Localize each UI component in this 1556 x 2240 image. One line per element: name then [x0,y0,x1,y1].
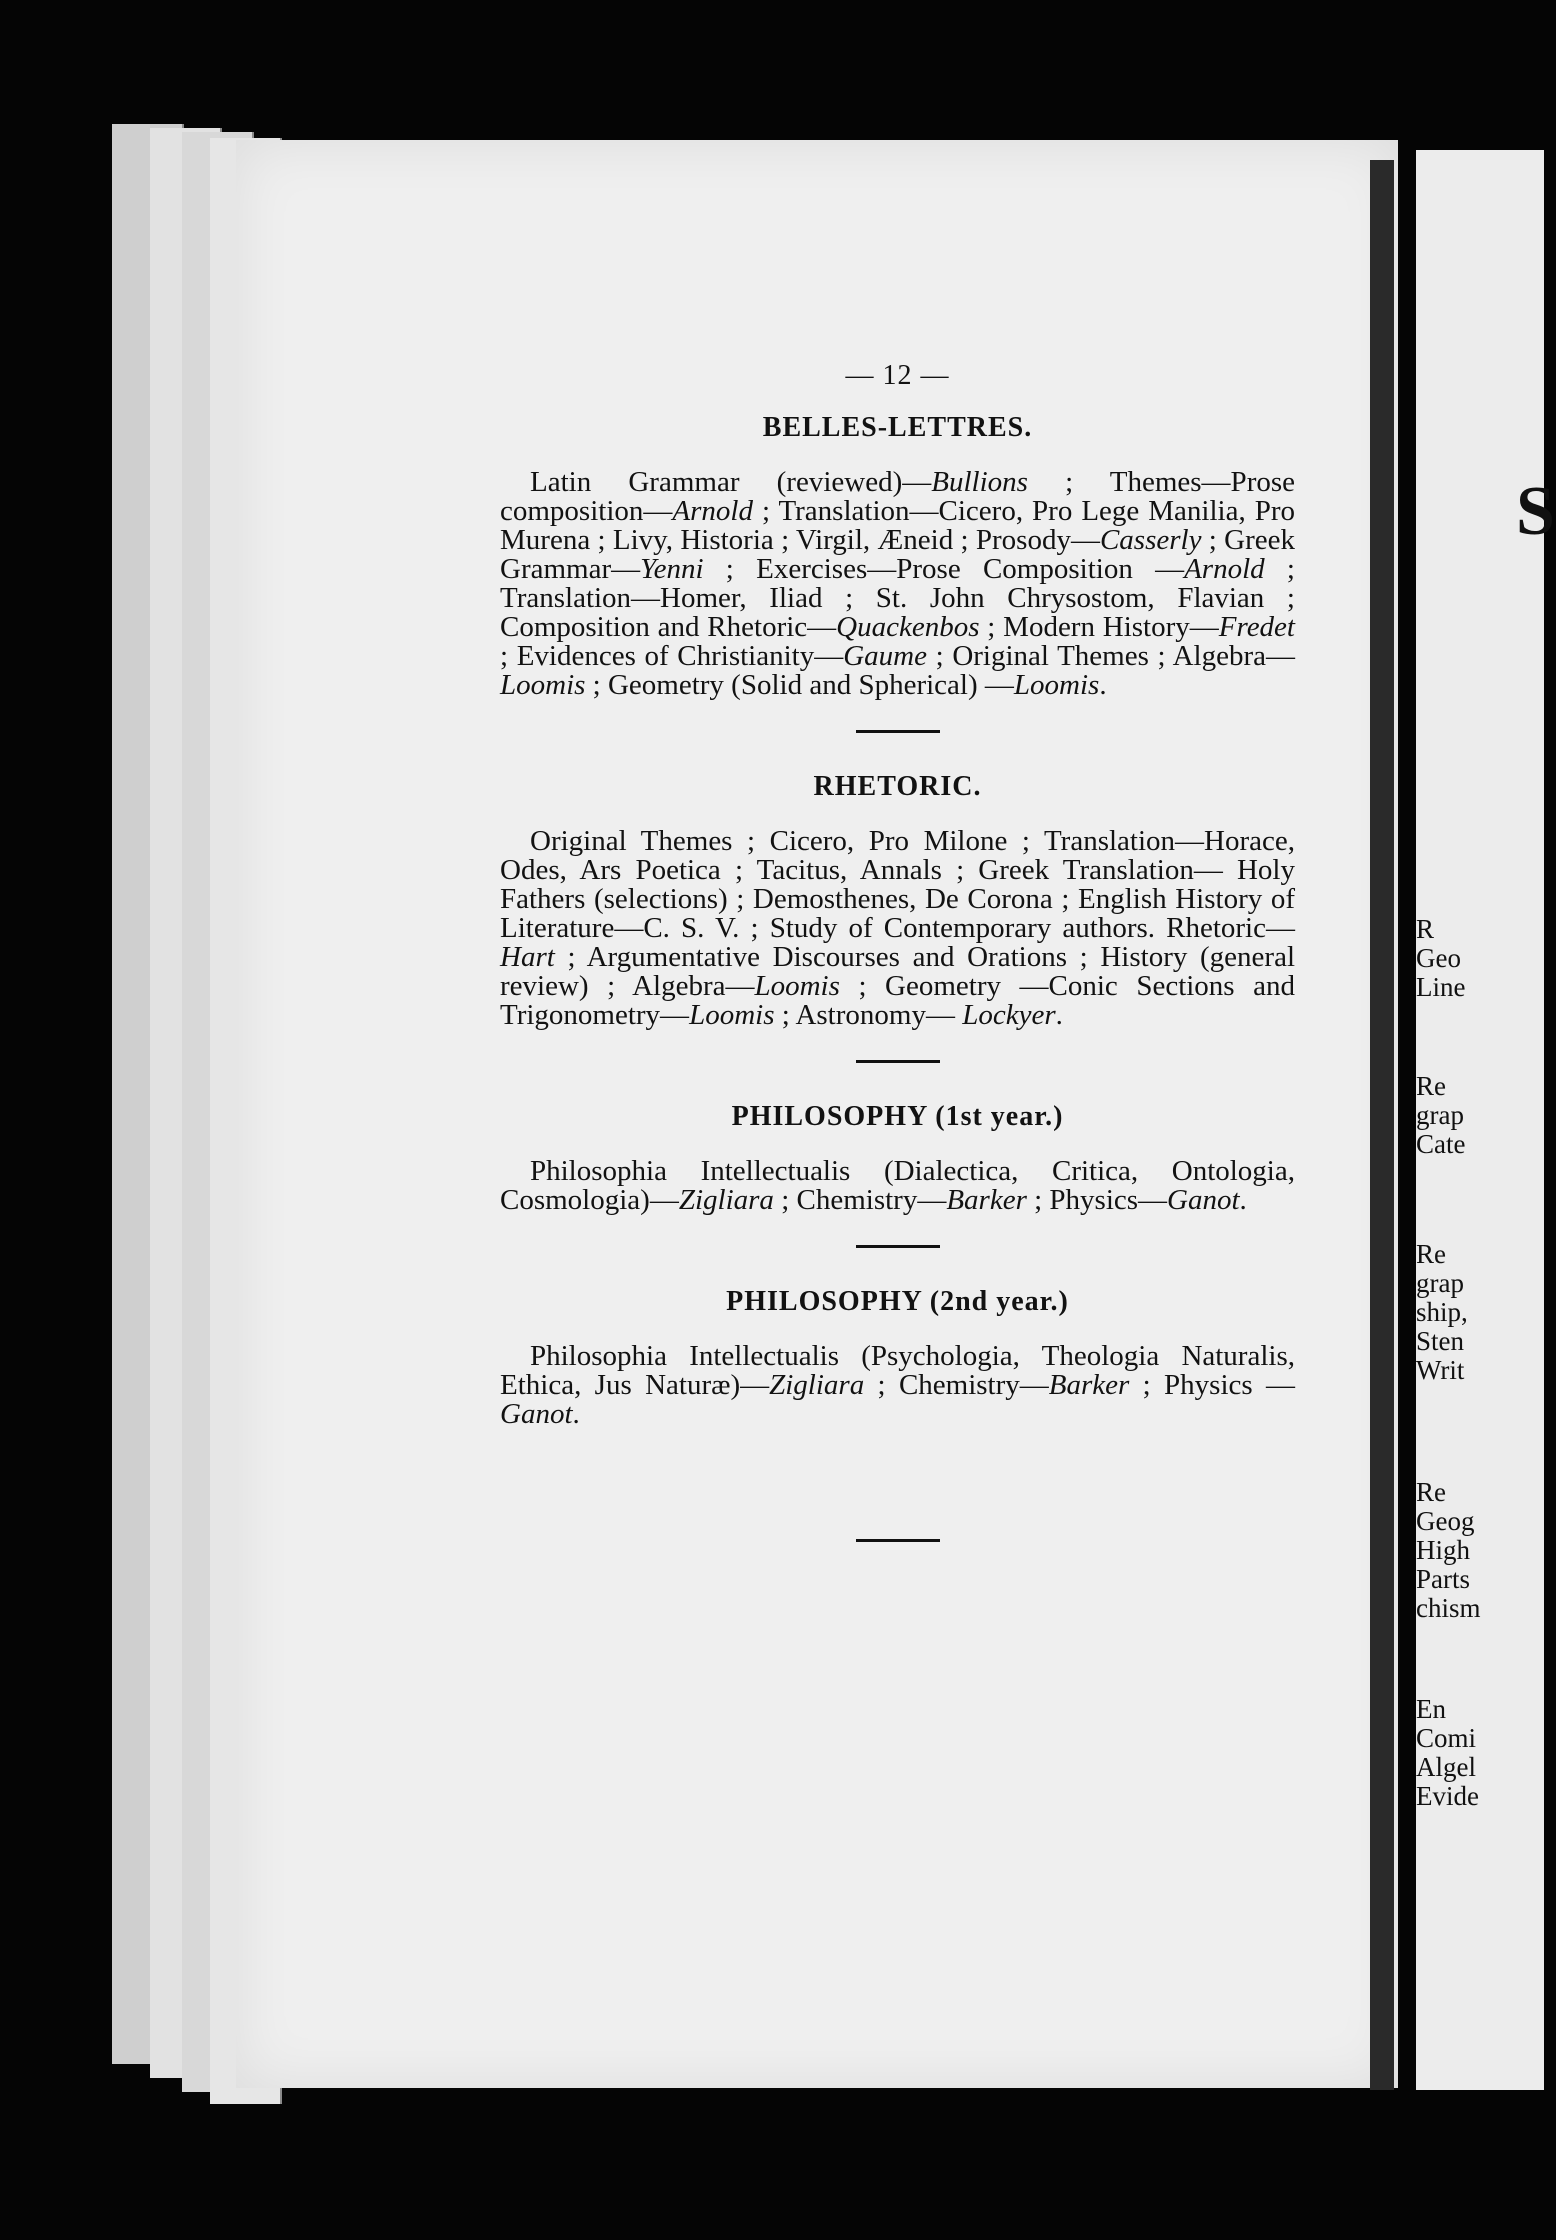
section-heading-rhetoric: RHETORIC. [813,771,982,802]
facing-page-fragment: Algel [1416,1752,1476,1782]
facing-page-fragment: Evide [1416,1781,1479,1811]
facing-page-fragment: grap [1416,1268,1464,1298]
book-gutter [1370,160,1394,2090]
facing-page-fragment: Re [1416,1071,1446,1101]
facing-page-fragment: chism [1416,1593,1481,1623]
section-text-philosophy-2nd-year: Philosophia Intellectualis (Psychologia, Theologia Naturalis, Ethica, Jus Naturæ)—Zigliara ; Chemistry—Barker ; Physics —Ganot. [500,1340,1296,1430]
facing-page-fragment: Comi [1416,1723,1477,1753]
section-text-philosophy-1st-year: Philosophia Intellectualis (Dialectica, Critica, Ontologia, Cosmologia)—Zigliara ; Chemistry—Barker ; Physics—Ganot. [500,1155,1295,1216]
page-number: — 12 — [845,360,950,391]
section-text-rhetoric: Original Themes ; Cicero, Pro Milone ; Translation—Horace, Odes, Ars Poetica ; Tacitus, Annals ; Greek Translation— Holy Fathers (selections) ; Demosthenes, De Corona ; English History of Literature—C. S. V. ; Study of Contemporary authors. Rhetoric—Hart ; Argumentative Discourses and Orations ; History (general review) ; Algebra—Loomis ; Geometry —Conic Sections and Trigonometry—Loomis ; Astronomy— Lockyer. [500,825,1295,1031]
section-divider [856,1245,940,1248]
facing-page-fragment: Line [1416,972,1466,1002]
facing-page-fragment: Parts [1416,1564,1470,1594]
facing-page-fragment: En [1416,1694,1446,1724]
section-divider [856,730,940,733]
facing-page-fragment: Geo [1416,943,1461,973]
page-content [500,360,1295,1580]
facing-page [1416,150,1555,2090]
facing-page-fragment: ship, [1416,1297,1468,1327]
section-divider [856,1539,940,1542]
section-text-belles-lettres: Latin Grammar (reviewed)—Bullions ; Themes—Prose composition—Arnold ; Translation—Cicero, Pro Lege Manilia, Pro Murena ; Livy, Historia ; Virgil, Æneid ; Prosody—Casserly ; Greek Grammar—Yenni ; Exercises—Prose Composition —Arnold ; Translation—Homer, Iliad ; St. John Chrysostom, Flavian ; Composition and Rhetoric—Quackenbos ; Modern History—Fredet ; Evidences of Christianity—Gaume ; Original Themes ; Algebra—Loomis ; Geometry (Solid and Spherical) —Loomis. [500,466,1296,701]
facing-page-fragment: Sten [1416,1326,1465,1356]
facing-page-fragment: Re [1416,1239,1446,1269]
section-heading-belles-lettres: BELLES-LETTRES. [762,412,1033,443]
section-heading-philosophy-2nd-year: PHILOSOPHY (2nd year.) [726,1286,1069,1317]
facing-page-fragment: Cate [1416,1129,1466,1159]
facing-page-fragment: Geog [1416,1506,1475,1536]
section-heading-philosophy-1st-year: PHILOSOPHY (1st year.) [731,1101,1064,1132]
section-divider [856,1060,940,1063]
facing-page-fragment: High [1416,1535,1470,1565]
facing-page-fragment: Writ [1416,1355,1465,1385]
facing-page-fragment: Re [1416,1477,1446,1507]
facing-page-fragment: grap [1416,1100,1464,1130]
facing-page-fragment: R [1416,914,1435,944]
facing-page-heading-fragment: S [1516,473,1555,550]
